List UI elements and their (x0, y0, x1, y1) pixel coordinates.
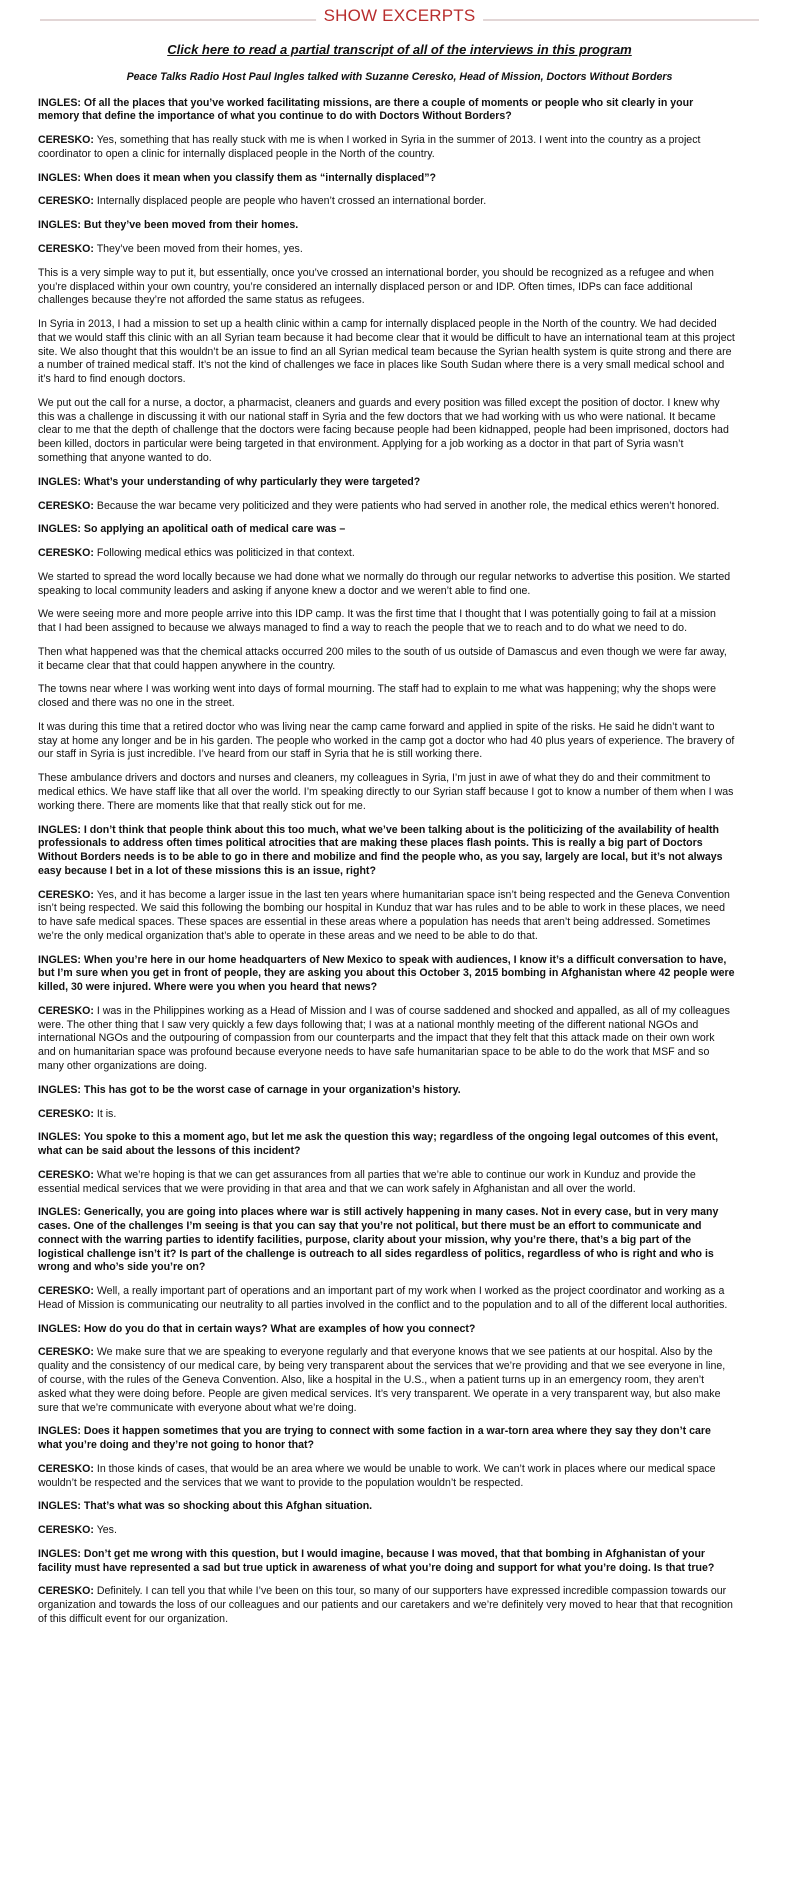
speaker-label: CERESKO: (38, 1168, 94, 1181)
paragraph-text: Yes. (96, 1524, 117, 1537)
paragraph-text: It was during this time that a retired doctor who was living near the camp came forward and applied in spite of the risks. He said he didn’t want to stay at home any longer and be in his garden. The people who worked in the camp got a doctor who had 40 plus years of experience. The bravery of our staff in Syria is just incredible. I’ve heard from our staff in Syria that he is still working there. (38, 720, 735, 761)
answer-continuation (38, 721, 735, 762)
guest-answer (38, 1169, 735, 1197)
paragraph-text: I don’t think that people think about this too much, what we’ve been talking about is the politicizing of the availability of health professionals to address often times political atrocities that are making these places flash points. This is really a big part of Doctors Without Borders needs is to be able to go in there and mobilize and find the people who, as you say, largely are local, but it’s not always easy because I bet in a lot of these missions this is an issue, right? (38, 823, 723, 877)
speaker-label: CERESKO: (38, 1346, 94, 1359)
speaker-label: INGLES: (38, 523, 81, 536)
paragraph-text: Don’t get me wrong with this question, but I would imagine, because I was moved, that that bombing in Afghanistan of your facility must have represented a sad but true uptick in awareness of what you’re doing and support for what you’re doing. Is that true? (38, 1547, 715, 1574)
paragraph-text: We were seeing more and more people arrive into this IDP camp. It was the first time that I thought that I was potentially going to fail at a mission that I had been assigned to because we always managed to find a way to reach the people that we to reach and to do what we need to do. (38, 608, 716, 635)
answer-continuation (38, 267, 735, 308)
speaker-label: CERESKO: (38, 1462, 94, 1475)
paragraph-text: We put out the call for a nurse, a doctor, a pharmacist, cleaners and guards and every position was filled except the position of doctor. I knew why this was a challenge in discussing it with our national staff in Syria and the few doctors that we had working with us who were national. It became clear to me that the depth of challenge that the doctors were facing because people had been kidnapped, people had been imprisoned, doctors had been killed, doctors in particular were being targeted in that environment. Applying for a job working as a doctor in that part of Syria wasn’t something that anyone wanted to do. (38, 396, 729, 464)
paragraph-text: Yes, and it has become a larger issue in the last ten years where humanitarian space isn’t being respected and the Geneva Convention isn’t being respected. We said this following the bombing our hospital in Kunduz that war has rules and to be able to work in these places, we need to have safe medical spaces. These spaces are essential in these areas where a population has needs that aren’t being addressed. Sometimes we’re the only medical organization that’s able to operate in these areas and we need to be able to do that. (38, 888, 730, 942)
guest-answer (38, 195, 735, 209)
paragraph-text: When does it mean when you classify them as “internally displaced”? (83, 171, 436, 184)
paragraph-text: We make sure that we are speaking to everyone regularly and that everyone knows that we see patients at our hospital. Also by the quality and the consistency of our medical care, by being very transparent about the services that we’re providing and that we see everyone in line, of course, with the rules of the Geneva Convention. Also, like a hospital in the U.S., when a patient turns up in an emergency room, they aren’t asked what they were doing before. People are given medical services. It’s very transparent. We operate in a very transparent way, but also make sure that we’re communicate with everyone about what we’re doing. (38, 1346, 726, 1414)
paragraph-text: When you’re here in our home headquarters of New Mexico to speak with audiences, I know it’s a difficult conversation to have, but I’m sure when you get in front of people, they are asking you about this October 3, 2015 bombing in Afghanistan where 42 people were killed, 30 were injured. Where were you when you heard that news? (38, 953, 735, 994)
guest-answer (38, 1585, 735, 1626)
answer-continuation (38, 571, 735, 599)
paragraph-text: We started to spread the word locally because we had done what we normally do through our regular networks to advertise this position. We started speaking to local community leaders and asking if anyone knew a doctor and we weren’t able to find one. (38, 570, 731, 597)
speaker-label: CERESKO: (38, 1004, 94, 1017)
paragraph-text: Internally displaced people are people who haven’t crossed an international border. (96, 195, 487, 208)
guest-answer (38, 1524, 735, 1538)
interviewer-question (38, 523, 735, 537)
speaker-label: INGLES: (38, 475, 81, 488)
speaker-label: CERESKO: (38, 243, 94, 256)
interviewer-question (38, 219, 735, 233)
speaker-label: INGLES: (38, 1322, 81, 1335)
paragraph-text: Definitely. I can tell you that while I’ve been on this tour, so many of our supporters have expressed incredible compassion towards our organization and towards the loss of our colleagues and our patients and our caretakers and we’re definitely very moved to hear that that recognition of this difficult event for our organization. (38, 1585, 733, 1625)
answer-continuation (38, 772, 735, 813)
section-title: SHOW EXCERPTS (316, 5, 484, 27)
paragraph-text: I was in the Philippines working as a Head of Mission and I was of course saddened and shocked and appalled, as all of my colleagues were. The other thing that I saw very quickly a few days following that; I was at a national monthly meeting of the different national NGOs and international NGOs and the outpouring of compassion from our counterparts and the impact that they felt that this attack made on their own work and on humanitarian space was profound because everyone needs to have safe humanitarian space to be able to do the work that MSF and so many other organizations are doing. (38, 1004, 730, 1072)
speaker-label: CERESKO: (38, 499, 94, 512)
paragraph-text: Yes, something that has really stuck with me is when I worked in Syria in the summer of 2013. I went into the country as a project coordinator to open a clinic for internally displaced people in the North of the country. (38, 134, 701, 160)
paragraph-text: That’s what was so shocking about this Afghan situation. (83, 1500, 373, 1513)
paragraph-text: Because the war became very politicized and they were patients who had served in another role, the medical ethics weren’t honored. (96, 499, 720, 512)
guest-answer (38, 500, 735, 514)
speaker-label: INGLES: (38, 953, 81, 966)
speaker-label: INGLES: (38, 219, 81, 232)
speaker-label: INGLES: (38, 1131, 81, 1144)
paragraph-text: Then what happened was that the chemical attacks occurred 200 miles to the south of us outside of Damascus and even though we were far away, it became clear that that could happen anywhere in the country. (38, 645, 727, 672)
guest-answer (38, 134, 735, 162)
answer-continuation (38, 646, 735, 674)
answer-continuation (38, 608, 735, 636)
section-header (40, 0, 759, 26)
interviewer-question (38, 97, 735, 125)
interviewer-question (38, 1425, 735, 1453)
speaker-label: INGLES: (38, 823, 81, 836)
guest-answer (38, 1005, 735, 1074)
paragraph-text: What’s your understanding of why particularly they were targeted? (83, 475, 421, 488)
paragraph-text: You spoke to this a moment ago, but let me ask the question this way; regardless of the ongoing legal outcomes of this event, what can be said about the lessons of this incident? (38, 1131, 719, 1158)
paragraph-text: They’ve been moved from their homes, yes. (96, 243, 303, 256)
interviewer-question (38, 1323, 735, 1337)
paragraph-text: Of all the places that you’ve worked facilitating missions, are there a couple of moments or people who sit clearly in your memory that define the importance of what you continue to do with Doctors Without Borders? (38, 96, 694, 123)
speaker-label: CERESKO: (38, 1585, 94, 1598)
speaker-label: INGLES: (38, 1547, 81, 1560)
paragraph-text: But they’ve been moved from their homes. (83, 219, 299, 232)
speaker-label: INGLES: (38, 171, 81, 184)
transcript-link[interactable]: Click here to read a partial transcript of all of the interviews in this program (167, 42, 632, 57)
interviewer-question (38, 1500, 735, 1514)
paragraph-text: Following medical ethics was politicized in that context. (96, 547, 355, 560)
answer-continuation (38, 397, 735, 466)
paragraph-text: These ambulance drivers and doctors and nurses and cleaners, my colleagues in Syria, I’m just in awe of what they do and their commitment to medical ethics. We have staff like that all over the world. I’m speaking directly to our Syrian staff because I got to know a number of them when I was working there. There are moments like that that really stick out for me. (38, 772, 734, 812)
paragraph-text: So applying an apolitical oath of medical care was – (83, 523, 346, 536)
paragraph-text: How do you do that in certain ways? What are examples of how you connect? (83, 1322, 476, 1335)
interviewer-question (38, 1206, 735, 1275)
paragraph-text: Generically, you are going into places where war is still actively happening in many cases. Not in every case, but in very many cases. One of the challenges I’m seeing is that you can say that you’re not political, but there must be an effort to communicate and connect with the warring parties to identify facilities, purpose, clarity about your mission, why you’re there, that’s a big part of the logistical challenge isn’t it? Is part of the challenge is outreach to all sides regardless of politics, regardless of who is right and who is wrong and who’s side you’re on? (38, 1206, 719, 1274)
guest-answer (38, 1463, 735, 1491)
paragraph-text: This has got to be the worst case of carnage in your organization’s history. (83, 1083, 461, 1096)
speaker-label: CERESKO: (38, 1524, 94, 1537)
answer-continuation (38, 318, 735, 387)
paragraph-text: This is a very simple way to put it, but essentially, once you’ve crossed an international border, you should be recognized as a refugee and when you’re displaced within your own country, you’re considered an internally displaced person or and IDP. Often times, IDPs can face additional challenges because they’re not afforded the same status as refugees. (38, 266, 714, 307)
answer-continuation (38, 683, 735, 711)
interviewer-question (38, 1084, 735, 1098)
speaker-label: CERESKO: (38, 195, 94, 208)
paragraph-text: Well, a really important part of operations and an important part of my work when I worked as the project coordinator and working as a Head of Mission is communicating our neutrality to all parties involved in the conflict and to the population and to all of the different local authorities. (38, 1285, 728, 1311)
transcript-body (38, 97, 735, 1627)
interviewer-question (38, 1131, 735, 1159)
speaker-label: CERESKO: (38, 1107, 94, 1120)
speaker-label: CERESKO: (38, 547, 94, 560)
paragraph-text: Does it happen sometimes that you are trying to connect with some faction in a war-torn area where they say they don’t care what you’re doing and they’re not going to honor that? (38, 1425, 711, 1452)
guest-answer (38, 889, 735, 944)
speaker-label: INGLES: (38, 1206, 81, 1219)
guest-answer (38, 547, 735, 561)
paragraph-text: What we’re hoping is that we can get assurances from all parties that we’re able to continue our work in Kunduz and provide the essential medical services that we were providing in that area and that we can work safely in Afghanistan and all over the world. (38, 1168, 696, 1195)
guest-answer (38, 1346, 735, 1415)
speaker-label: INGLES: (38, 1425, 81, 1438)
interviewer-question (38, 476, 735, 490)
interviewer-question (38, 954, 735, 995)
interviewer-question (38, 172, 735, 186)
speaker-label: CERESKO: (38, 888, 94, 901)
speaker-label: CERESKO: (38, 1285, 94, 1298)
interviewer-question (38, 824, 735, 879)
speaker-label: INGLES: (38, 1500, 81, 1513)
guest-answer (38, 1108, 735, 1122)
guest-answer (38, 243, 735, 257)
guest-answer (38, 1285, 735, 1313)
paragraph-text: In Syria in 2013, I had a mission to set up a health clinic within a camp for internally displaced people in the North of the country. We had decided that we would staff this clinic with an all Syrian team because it had become clear that it would be difficult to have an international team at this project site. We also thought that this wouldn’t be an issue to find an all Syrian medical team because the Syrian health system is quite strong and there are a number of trained medical staff. It’s not the kind of challenges we face in places like South Sudan where there is a very small medical school and it’s hard to find enough doctors. (38, 318, 735, 386)
speaker-label: CERESKO: (38, 134, 94, 147)
interviewer-question (38, 1548, 735, 1576)
paragraph-text: In those kinds of cases, that would be an area where we would be unable to work. We can’t work in places where our medical space wouldn’t be respected and the services that we want to provide to the population wouldn’t be respected. (38, 1462, 716, 1489)
paragraph-text: It is. (96, 1107, 117, 1120)
interview-byline: Peace Talks Radio Host Paul Ingles talked with Suzanne Ceresko, Head of Mission, Doctors Without Borders (126, 70, 673, 83)
paragraph-text: The towns near where I was working went into days of formal mourning. The staff had to explain to me what was happening; why the shops were closed and there was no one in the street. (38, 683, 716, 710)
speaker-label: INGLES: (38, 1083, 81, 1096)
speaker-label: INGLES: (38, 96, 81, 109)
